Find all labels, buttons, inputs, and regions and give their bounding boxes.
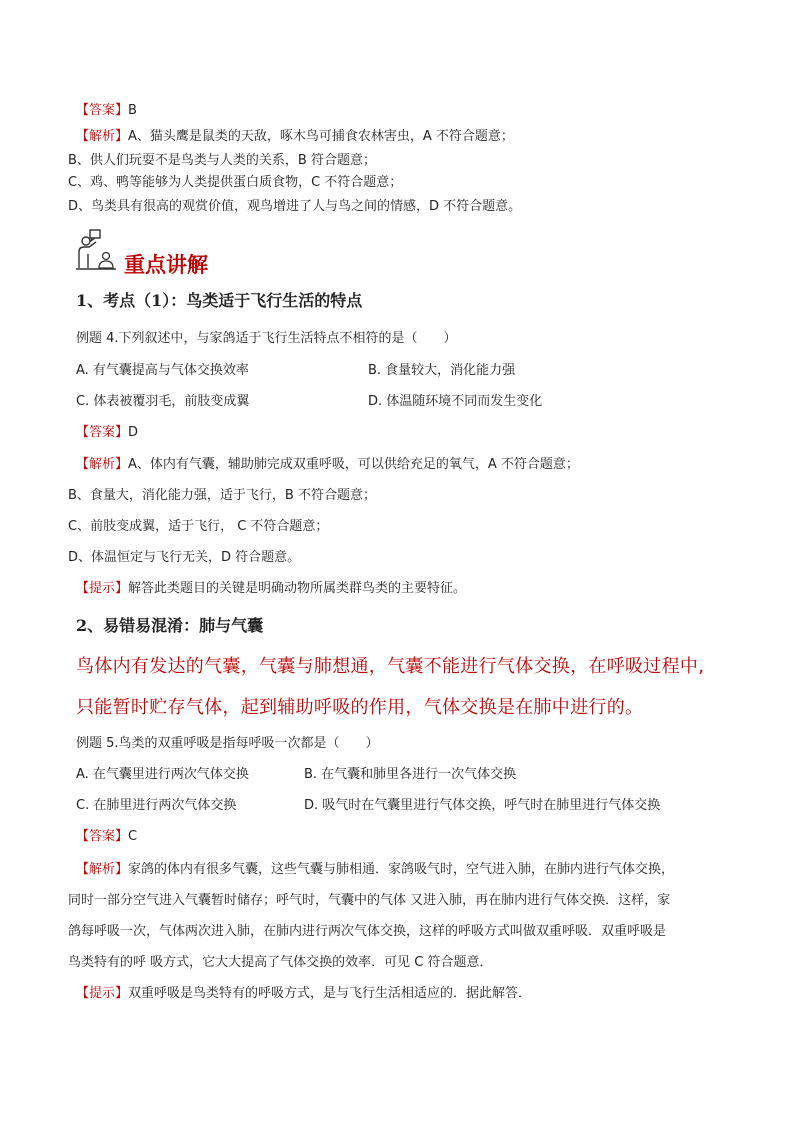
option-c: C. 在肺里进行两次气体交换 (76, 798, 237, 813)
question-text: 例题 5.鸟类的双重呼吸是指每呼吸一次都是（ ） (76, 736, 379, 751)
answer-value: C (128, 829, 138, 844)
option-b: B. 食量较大，消化能力强 (368, 363, 516, 378)
answer-line (76, 828, 137, 846)
tip-line (76, 985, 531, 1003)
answer-line (76, 424, 138, 442)
analysis-line: C、前肢变成翼，适于飞行， C 不符合题意； (68, 519, 329, 534)
point-heading: 2、易错易混淆：肺与气囊 (76, 616, 264, 635)
point-heading: 1、考点（1）：鸟类适于飞行生活的特点 (76, 291, 363, 310)
analysis-line: 同时一部分空气进入气囊暂时储存；呼气时，气囊中的气体 又进入肺，再在肺内进行气体交换．这样，家 (68, 893, 671, 908)
key-note-line: 只能暂时贮存气体，起到辅助呼吸的作用，气体交换是在肺中进行的。 (76, 697, 644, 718)
analysis-text: 家鸽的体内有很多气囊，这些气囊与肺相通．家鸽吸气时，空气进入肺，在肺内进行气体交换， (128, 862, 675, 877)
answer-tag: 【答案】 (76, 425, 129, 440)
answer-line (76, 102, 137, 120)
tip-line (76, 580, 466, 598)
tip-tag: 【提示】 (76, 581, 129, 596)
analysis-tag: 【解析】 (76, 457, 129, 472)
analysis-line (76, 456, 579, 474)
analysis-text: A、体内有气囊，辅助肺完成双重呼吸，可以供给充足的氧气，A 不符合题意； (128, 457, 579, 472)
analysis-tag: 【解析】 (76, 862, 129, 877)
analysis-line: 鸟类特有的呼 吸方式，它大大提高了气体交换的效率．可见 C 符合题意． (68, 955, 493, 970)
answer-tag: 【答案】 (76, 103, 129, 118)
analysis-line (76, 861, 674, 879)
analysis-tag: 【解析】 (76, 129, 129, 144)
option-d: D. 体温随环境不同而发生变化 (368, 394, 543, 409)
analysis-line: D、鸟类具有很高的观赏价值，观鸟增进了人与鸟之间的情感，D 不符合题意。 (68, 199, 522, 214)
answer-tag: 【答案】 (76, 829, 129, 844)
tip-tag: 【提示】 (76, 986, 129, 1001)
option-d: D. 吸气时在气囊里进行气体交换，呼气时在肺里进行气体交换 (304, 798, 661, 813)
tip-text: 解答此类题目的关键是明确动物所属类群鸟类的主要特征。 (128, 581, 467, 596)
option-a: A. 在气囊里进行两次气体交换 (76, 767, 249, 782)
option-a: A. 有气囊提高与气体交换效率 (76, 363, 249, 378)
section-title: 重点讲解 (124, 252, 208, 277)
analysis-line: 鸽每呼吸一次，气体两次进入肺，在肺内进行两次气体交换，这样的呼吸方式叫做双重呼吸．双重呼吸是 (68, 924, 667, 939)
analysis-line: C、鸡、鸭等能够为人类提供蛋白质食物，C 不符合题意； (68, 175, 403, 190)
tip-text: 双重呼吸是鸟类特有的呼吸方式，是与飞行生活相适应的．据此解答． (128, 986, 532, 1001)
analysis-line (76, 128, 514, 146)
question-text: 例题 4.下列叙述中，与家鸽适于飞行生活特点不相符的是（ ） (76, 331, 457, 346)
key-note-line: 鸟体内有发达的气囊，气囊与肺想通，气囊不能进行气体交换，在呼吸过程中, (76, 656, 705, 677)
teacher-icon (76, 228, 116, 272)
analysis-text: A、猫头鹰是鼠类的天敌，啄木鸟可捕食农林害虫，A 不符合题意； (128, 129, 514, 144)
option-c: C. 体表被覆羽毛，前肢变成翼 (76, 394, 250, 409)
answer-value: B (128, 103, 137, 118)
option-b: B. 在气囊和肺里各进行一次气体交换 (304, 767, 517, 782)
analysis-line: B、食量大，消化能力强，适于飞行，B 不符合题意； (68, 488, 376, 503)
answer-value: D (128, 425, 139, 440)
analysis-line: B、供人们玩耍不是鸟类与人类的关系，B 符合题意； (68, 153, 376, 168)
analysis-line: D、体温恒定与飞行无关，D 符合题意。 (68, 550, 301, 565)
